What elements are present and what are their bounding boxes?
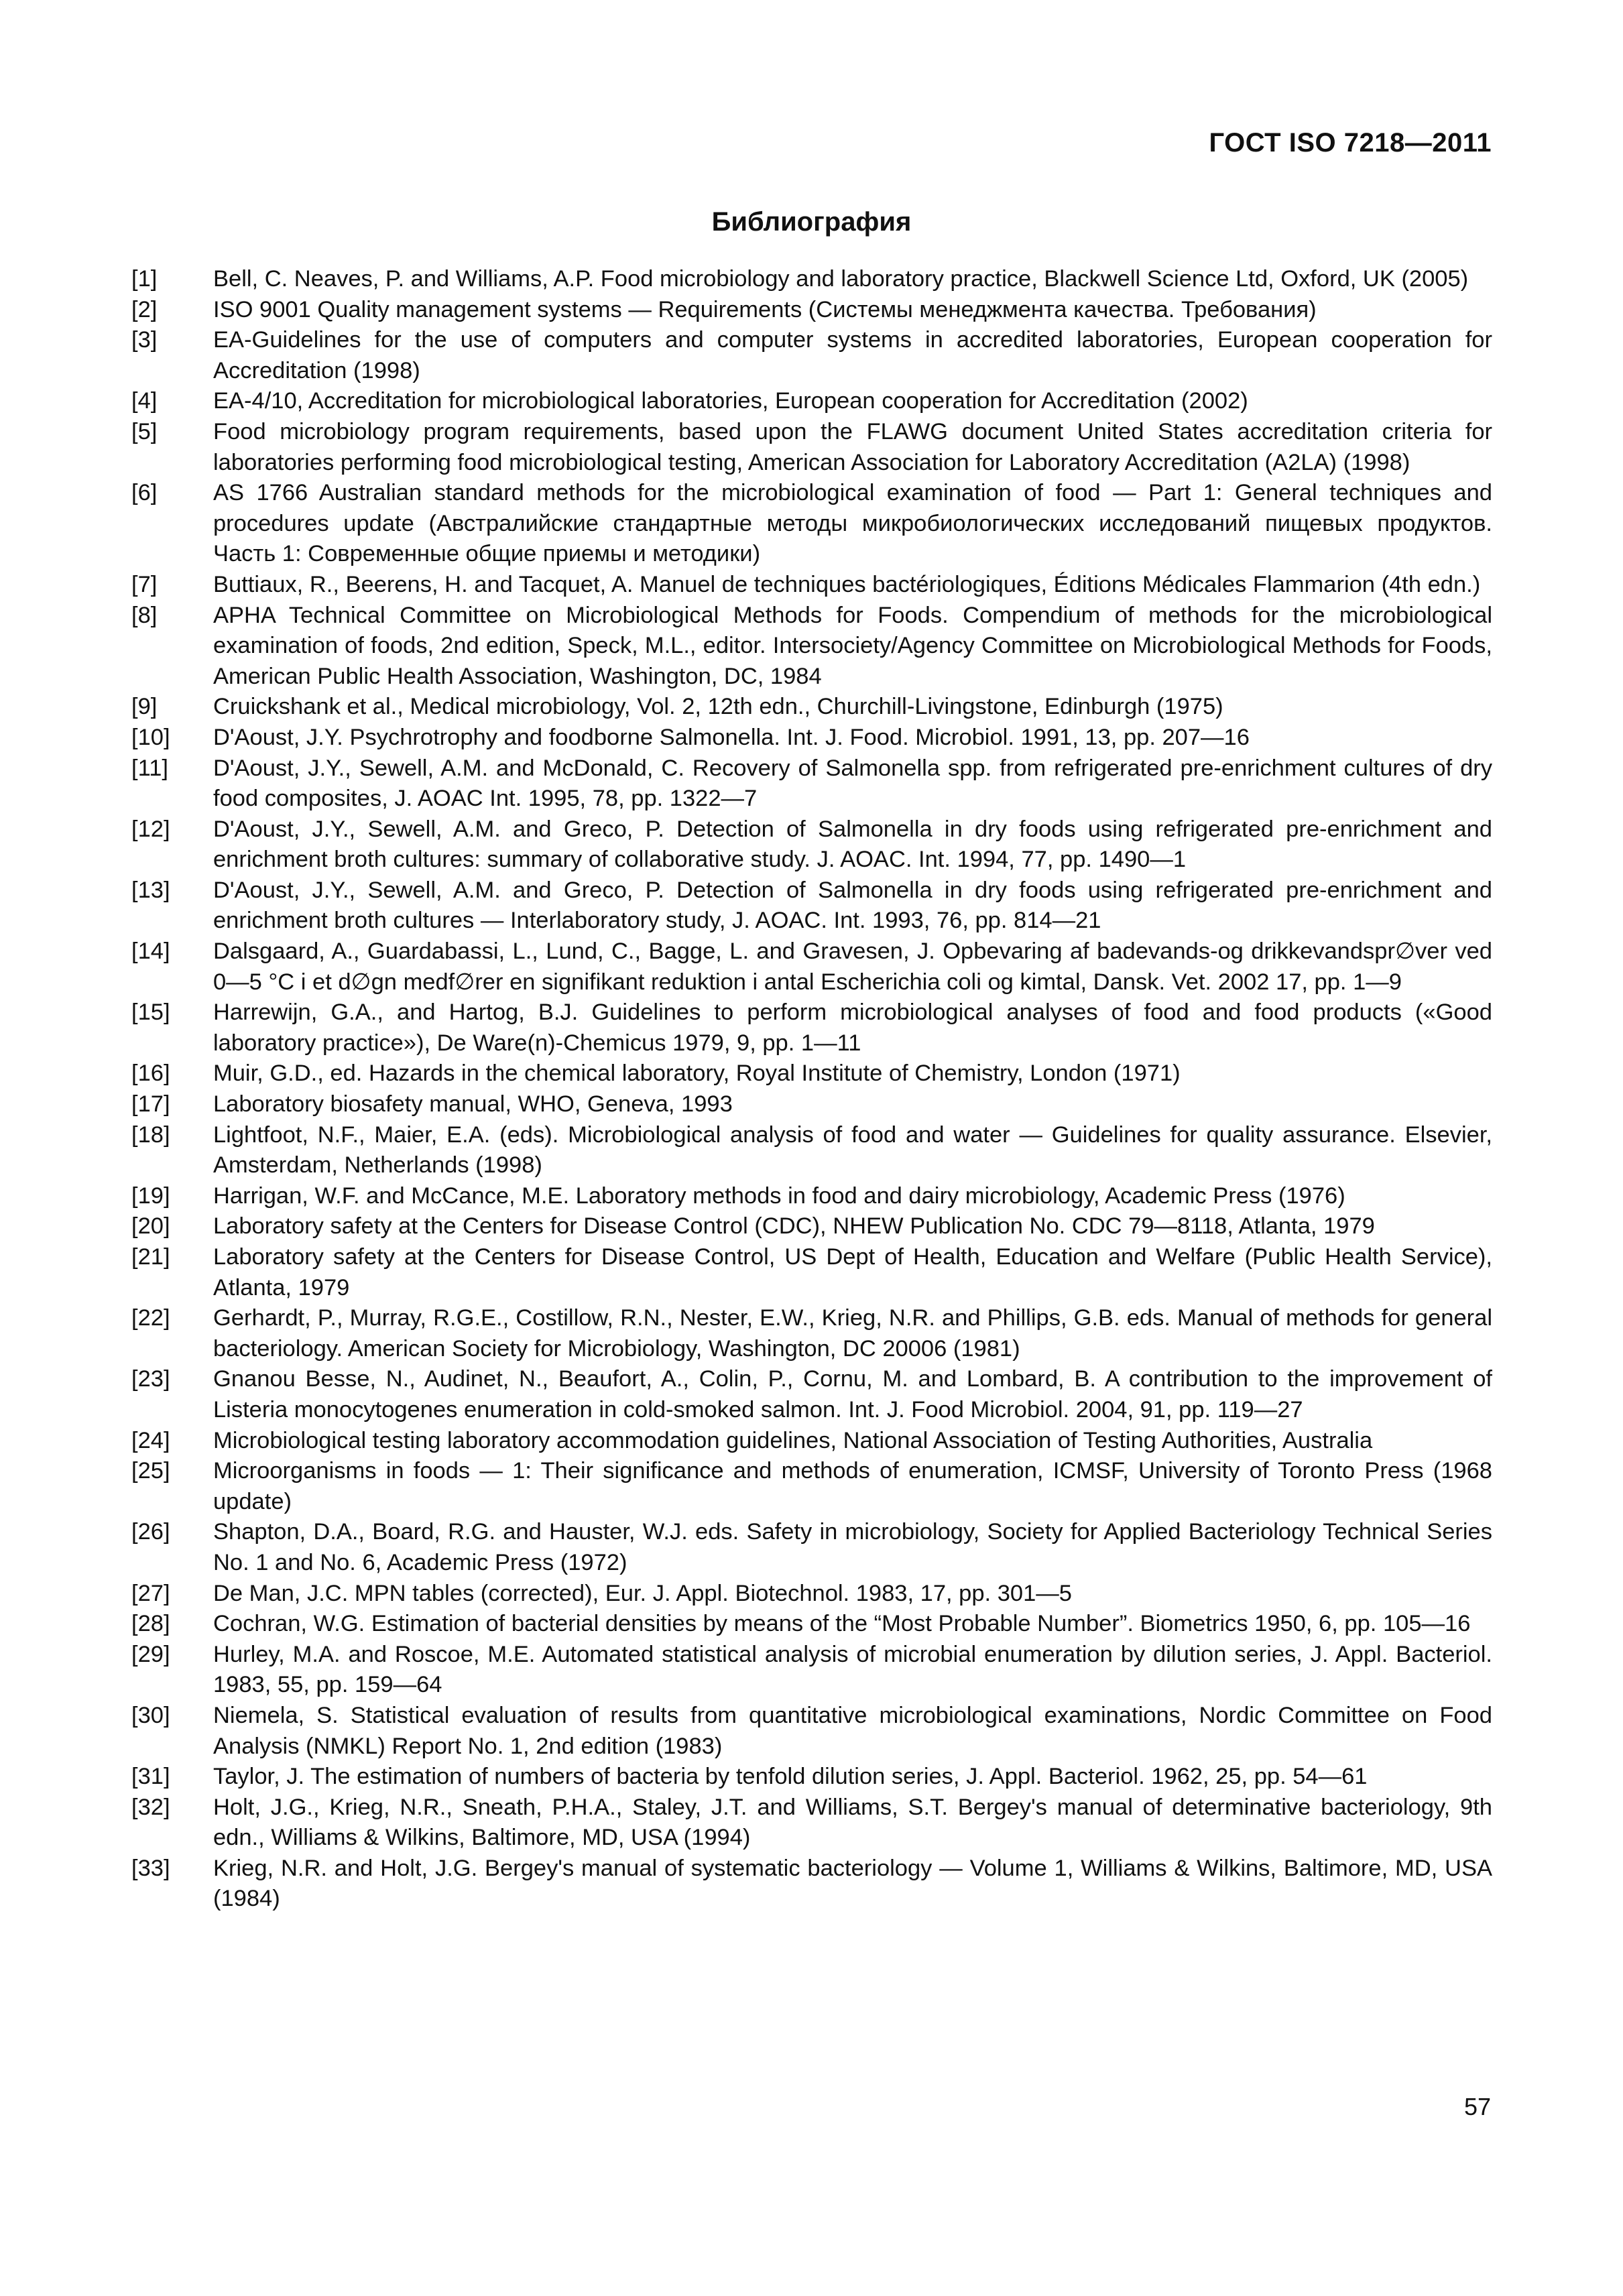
bibliography-entry	[131, 814, 1492, 875]
entry-number: [25]	[131, 1458, 170, 1484]
standard-code-header: ГОСТ ISO 7218—2011	[1209, 128, 1492, 158]
entry-number: [27]	[131, 1580, 170, 1606]
bibliography-entry	[131, 875, 1492, 936]
entry-text: Harrewijn, G.A., and Hartog, B.J. Guidelines to perform microbiological analyses of food and food products («Good laboratory practice»), De Ware(n)-Chemicus 1979, 9, pp. 1—11	[213, 1000, 1492, 1056]
bibliography-title: Библиография	[711, 207, 912, 237]
entry-number: [28]	[131, 1611, 170, 1637]
bibliography-entry	[131, 1364, 1492, 1425]
bibliography-entry	[131, 264, 1492, 295]
entry-text: EA-4/10, Accreditation for microbiological laboratories, European cooperation for Accreditation (2002)	[213, 388, 1248, 414]
bibliography-entry	[131, 417, 1492, 478]
bibliography-entry	[131, 601, 1492, 692]
bibliography-entry	[131, 936, 1492, 998]
bibliography-entry	[131, 998, 1492, 1059]
entry-text: Holt, J.G., Krieg, N.R., Sneath, P.H.A., Staley, J.T. and Williams, S.T. Bergey's manual of determinative bacteriology, 9th edn., Williams & Wilkins, Baltimore, MD, USA (1994)	[213, 1794, 1492, 1851]
bibliography-entry	[131, 1211, 1492, 1242]
entry-number: [9]	[131, 694, 158, 720]
entry-number: [26]	[131, 1519, 170, 1545]
entry-number: [1]	[131, 266, 158, 292]
entry-number: [29]	[131, 1641, 170, 1667]
entry-number: [33]	[131, 1855, 170, 1881]
entry-text: D'Aoust, J.Y., Sewell, A.M. and McDonald, C. Recovery of Salmonella spp. from refrigerated pre-enrichment cultures of dry food composites, J. AOAC Int. 1995, 78, pp. 1322—7	[213, 755, 1492, 812]
entry-text: Taylor, J. The estimation of numbers of bacteria by tenfold dilution series, J. Appl. Bacteriol. 1962, 25, pp. 54—61	[213, 1764, 1368, 1790]
entry-text: Cruickshank et al., Medical microbiology, Vol. 2, 12th edn., Churchill-Livingstone, Edinburgh (1975)	[213, 694, 1223, 720]
entry-text: Hurley, M.A. and Roscoe, M.E. Automated statistical analysis of microbial enumeration by dilution series, J. Appl. Bacteriol. 1983, 55, pp. 159—64	[213, 1641, 1492, 1698]
bibliography-entry	[131, 1120, 1492, 1181]
entry-text: Laboratory safety at the Centers for Disease Control (CDC), NHEW Publication No. CDC 79—8118, Atlanta, 1979	[213, 1213, 1375, 1240]
entry-text: D'Aoust, J.Y. Psychrotrophy and foodborne Salmonella. Int. J. Food. Microbiol. 1991, 13, pp. 207—16	[213, 724, 1250, 750]
entry-number: [3]	[131, 327, 158, 353]
entry-number: [22]	[131, 1305, 170, 1331]
bibliography-list	[131, 264, 1492, 1915]
entry-text: APHA Technical Committee on Microbiological Methods for Foods. Compendium of methods for the microbiological examination of foods, 2nd edition, Speck, M.L., editor. Intersociety/Agency Committee on Microbiological Methods for Foods, American Public Health Association, Washington, DC, 1984	[213, 602, 1492, 689]
bibliography-entry	[131, 1059, 1492, 1089]
bibliography-entry	[131, 295, 1492, 326]
bibliography-entry	[131, 1426, 1492, 1457]
bibliography-entry	[131, 1456, 1492, 1517]
entry-text: Gnanou Besse, N., Audinet, N., Beaufort, A., Colin, P., Cornu, M. and Lombard, B. A contribution to the improvement of Listeria monocytogenes enumeration in cold-smoked salmon. Int. J. Food Microbiol. 2004, 91, pp. 119—27	[213, 1366, 1492, 1423]
entry-number: [8]	[131, 602, 158, 628]
entry-text: Gerhardt, P., Murray, R.G.E., Costillow, R.N., Nester, E.W., Krieg, N.R. and Phillips, G.B. eds. Manual of methods for general bacteriology. American Society for Microbiology, Washington, DC 20006 (1981)	[213, 1305, 1492, 1362]
entry-number: [14]	[131, 939, 170, 965]
entry-text: Buttiaux, R., Beerens, H. and Tacquet, A. Manuel de techniques bactériologiques, Éditions Médicales Flammarion (4th edn.)	[213, 571, 1481, 597]
entry-text: Shapton, D.A., Board, R.G. and Hauster, W.J. eds. Safety in microbiology, Society for Applied Bacteriology Technical Series No. 1 and No. 6, Academic Press (1972)	[213, 1519, 1492, 1575]
entry-text: Dalsgaard, A., Guardabassi, L., Lund, C., Bagge, L. and Gravesen, J. Opbevaring af badevands-og drikkevandspr∅ver ved 0—5 °C i et d∅gn medf∅rer en signifikant reduktion i antal Escherichia coli og kimtal, Dansk. Vet. 2002 17, pp. 1—9	[213, 939, 1492, 995]
entry-number: [30]	[131, 1702, 170, 1728]
entry-number: [10]	[131, 724, 170, 750]
entry-text: D'Aoust, J.Y., Sewell, A.M. and Greco, P. Detection of Salmonella in dry foods using refrigerated pre-enrichment and enrichment broth cultures: summary of collaborative study. J. AOAC. Int. 1994, 77, pp. 1490—1	[213, 816, 1492, 873]
entry-text: Laboratory safety at the Centers for Disease Control, US Dept of Health, Education and Welfare (Public Health Service), Atlanta, 1979	[213, 1244, 1492, 1301]
bibliography-entry	[131, 1609, 1492, 1640]
bibliography-entry	[131, 1089, 1492, 1120]
page-number: 57	[1463, 2093, 1491, 2120]
bibliography-entry	[131, 1854, 1492, 1915]
entry-number: [11]	[131, 755, 168, 781]
bibliography-entry	[131, 723, 1492, 753]
bibliography-entry	[131, 325, 1492, 386]
entry-number: [23]	[131, 1366, 170, 1392]
entry-number: [13]	[131, 877, 170, 903]
entry-number: [24]	[131, 1427, 170, 1453]
entry-number: [32]	[131, 1794, 170, 1820]
bibliography-entry	[131, 753, 1492, 814]
entry-number: [6]	[131, 480, 158, 506]
bibliography-entry	[131, 1242, 1492, 1303]
bibliography-entry	[131, 692, 1492, 723]
entry-text: Bell, C. Neaves, P. and Williams, A.P. Food microbiology and laboratory practice, Blackwell Science Ltd, Oxford, UK (2005)	[213, 266, 1469, 292]
entry-text: Lightfoot, N.F., Maier, E.A. (eds). Microbiological analysis of food and water — Guidelines for quality assurance. Elsevier, Amsterdam, Netherlands (1998)	[213, 1122, 1492, 1179]
entry-number: [21]	[131, 1244, 170, 1270]
entry-text: AS 1766 Australian standard methods for the microbiological examination of food — Part 1: General techniques and procedures update (Австралийские стандартные методы микробиологических исследований пищевых продуктов. Часть 1: Современные общие приемы и методики)	[213, 480, 1492, 567]
bibliography-entry	[131, 478, 1492, 570]
entry-number: [4]	[131, 388, 158, 414]
bibliography-entry	[131, 1793, 1492, 1854]
entry-number: [20]	[131, 1213, 170, 1240]
bibliography-entry	[131, 1579, 1492, 1610]
entry-text: D'Aoust, J.Y., Sewell, A.M. and Greco, P. Detection of Salmonella in dry foods using refrigerated pre-enrichment and enrichment broth cultures — Interlaboratory study, J. AOAC. Int. 1993, 76, pp. 814—21	[213, 877, 1492, 934]
entry-text: Microorganisms in foods — 1: Their significance and methods of enumeration, ICMSF, University of Toronto Press (1968 update)	[213, 1458, 1492, 1514]
bibliography-entry	[131, 386, 1492, 417]
bibliography-entry	[131, 570, 1492, 601]
bibliography-entry	[131, 1701, 1492, 1762]
bibliography-entry	[131, 1640, 1492, 1701]
entry-text: EA-Guidelines for the use of computers and computer systems in accredited laboratories, European cooperation for Accreditation (1998)	[213, 327, 1492, 383]
entry-number: [5]	[131, 418, 158, 444]
entry-text: ISO 9001 Quality management systems — Requirements (Системы менеджмента качества. Требования)	[213, 296, 1317, 322]
bibliography-entry	[131, 1303, 1492, 1364]
entry-number: [18]	[131, 1122, 170, 1148]
bibliography-entry	[131, 1762, 1492, 1793]
entry-text: Microbiological testing laboratory accommodation guidelines, National Association of Testing Authorities, Australia	[213, 1427, 1373, 1453]
entry-number: [19]	[131, 1183, 170, 1209]
entry-number: [17]	[131, 1091, 170, 1117]
bibliography-entry	[131, 1181, 1492, 1212]
entry-number: [12]	[131, 816, 170, 842]
entry-text: Cochran, W.G. Estimation of bacterial densities by means of the “Most Probable Number”. Biometrics 1950, 6, pp. 105—16	[213, 1611, 1471, 1637]
entry-text: Food microbiology program requirements, based upon the FLAWG document United States accreditation criteria for laboratories performing food microbiological testing, American Association for Laboratory Accreditation (A2LA) (1998)	[213, 418, 1492, 475]
entry-number: [2]	[131, 296, 158, 322]
entry-number: [7]	[131, 571, 158, 597]
entry-text: Niemela, S. Statistical evaluation of results from quantitative microbiological examinations, Nordic Committee on Food Analysis (NMKL) Report No. 1, 2nd edition (1983)	[213, 1702, 1492, 1759]
entry-text: Harrigan, W.F. and McCance, M.E. Laboratory methods in food and dairy microbiology, Academic Press (1976)	[213, 1183, 1345, 1209]
entry-number: [16]	[131, 1061, 170, 1087]
entry-text: Muir, G.D., ed. Hazards in the chemical laboratory, Royal Institute of Chemistry, London (1971)	[213, 1061, 1181, 1087]
bibliography-entry	[131, 1517, 1492, 1578]
entry-number: [15]	[131, 1000, 170, 1026]
entry-number: [31]	[131, 1764, 170, 1790]
entry-text: Krieg, N.R. and Holt, J.G. Bergey's manual of systematic bacteriology — Volume 1, Williams & Wilkins, Baltimore, MD, USA (1984)	[213, 1855, 1492, 1912]
entry-text: Laboratory biosafety manual, WHO, Geneva, 1993	[213, 1091, 733, 1117]
entry-text: De Man, J.C. MPN tables (corrected), Eur. J. Appl. Biotechnol. 1983, 17, pp. 301—5	[213, 1580, 1072, 1606]
